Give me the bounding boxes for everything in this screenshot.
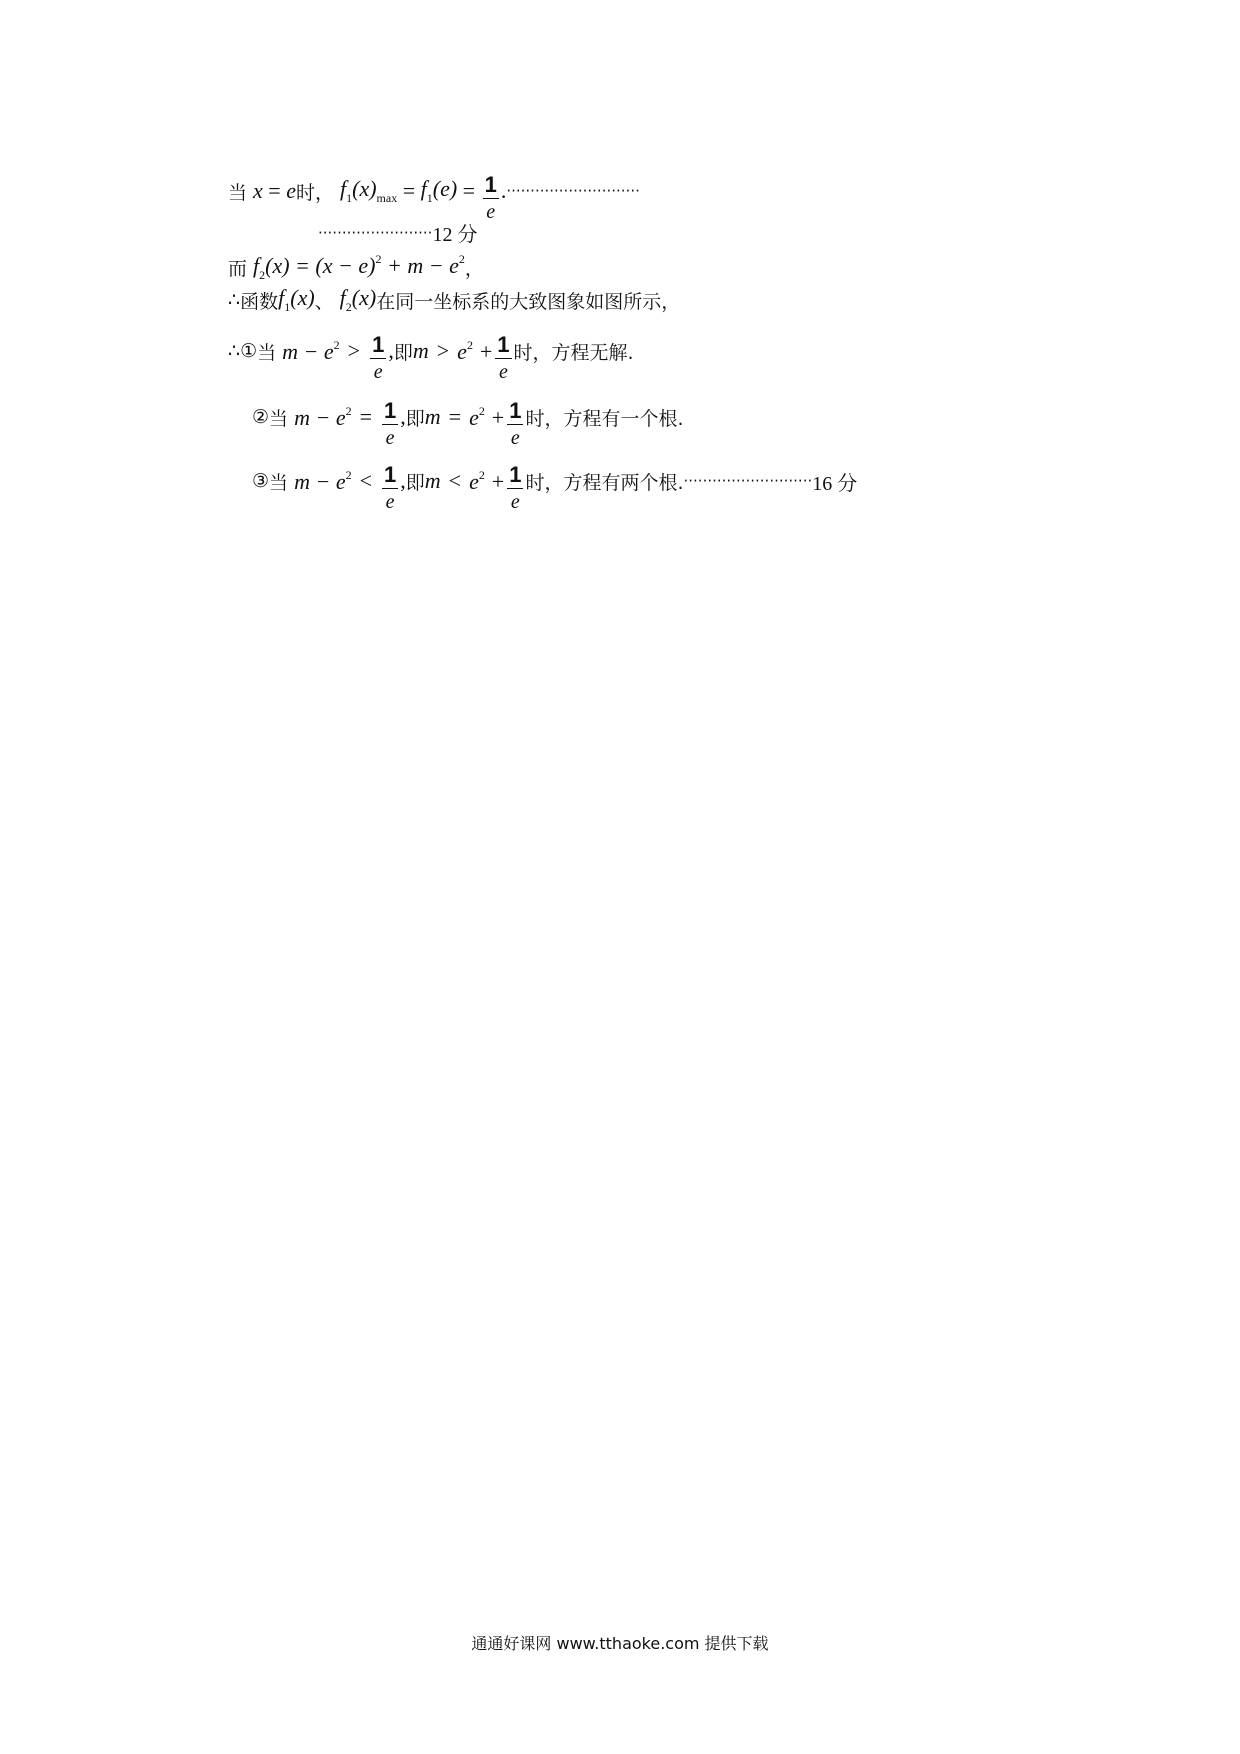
word-dang: 当 xyxy=(228,181,248,204)
fraction-one-over-e: $\frac{1}{e}$ xyxy=(509,398,522,449)
math-e: e xyxy=(286,178,296,203)
math-x: x xyxy=(253,178,263,203)
fraction-one-over-e: $\frac{1}{e}$ xyxy=(497,332,510,383)
dot-leader: ···························· xyxy=(506,182,640,200)
score-12: 12 分 xyxy=(432,224,478,246)
math-f1x: $f_1(x)$ xyxy=(278,285,315,314)
dot-leader: ························ xyxy=(318,223,433,242)
case-1: ∴ ① 当 $m - e^2$ > $\frac{1}{e}$ , 即 m > $e^2$ + $\frac{1}{e}$ 时，方程无解. xyxy=(228,332,634,383)
relation: > xyxy=(347,338,361,363)
score-16: 16 分 xyxy=(812,472,858,495)
fraction-one-over-e: $\frac{1}{e}$ xyxy=(384,462,397,513)
math-f1x: $f_1(x)_{max}$ xyxy=(339,176,398,205)
relation: < xyxy=(359,468,372,493)
case-marker: ② xyxy=(252,406,270,428)
fraction-one-over-e: $\frac{1}{e}$ xyxy=(509,462,522,513)
math-eq: = xyxy=(262,178,287,203)
solution-line-4 xyxy=(228,285,680,315)
case-marker: ① xyxy=(240,340,258,362)
therefore-symbol: ∴ xyxy=(228,289,241,311)
case-conclusion: 时，方程有一个根. xyxy=(525,407,684,430)
word-hanshu: 函数 xyxy=(240,290,279,313)
case-marker: ③ xyxy=(252,470,270,492)
relation: = xyxy=(359,404,372,429)
fraction-one-over-e: $\frac{1}{e}$ xyxy=(484,172,497,223)
fraction-one-over-e: $\frac{1}{e}$ xyxy=(384,398,397,449)
math-f1e: $f_1(e)$ xyxy=(420,176,458,205)
word-shi: 时， xyxy=(295,181,334,204)
math-f2-definition: $f_2(x) = (x - e)^2 + m - e^2$ xyxy=(253,252,465,282)
dot-leader: ··························· xyxy=(683,472,813,490)
solution-line-1: 当 x = e 时， $f_1(x)_{max}$ = $f_1(e)$ = $\frac{1}{e}$ . ···························· xyxy=(228,172,640,223)
case-conclusion: 时，方程无解. xyxy=(513,341,634,364)
solution-line-2 xyxy=(318,218,477,247)
graph-description: 在同一坐标系的大致图象如图所示， xyxy=(376,290,681,313)
fraction-one-over-e: $\frac{1}{e}$ xyxy=(372,332,385,383)
math-f2x: $f_2(x)$ xyxy=(339,285,377,314)
solution-line-3: 而 $f_2(x) = (x - e)^2 + m - e^2$ ， xyxy=(228,252,484,282)
case-3: ③ 当 $m - e^2$ < $\frac{1}{e}$ , 即 m < $e^2$ + $\frac{1}{e}$ 时，方程有两个根. ··························· 16 分 xyxy=(252,462,858,513)
word-er: 而 xyxy=(228,258,248,280)
case-2: ② 当 $m - e^2$ = $\frac{1}{e}$ , 即 m = $e^2$ + $\frac{1}{e}$ 时，方程有一个根. xyxy=(252,398,684,449)
page-footer: 通通好课网 www.tthaoke.com 提供下载 xyxy=(471,1634,769,1653)
case-conclusion: 时，方程有两个根. xyxy=(525,471,684,494)
enum-comma: 、 xyxy=(314,290,334,313)
max-subscript: max xyxy=(376,191,398,205)
